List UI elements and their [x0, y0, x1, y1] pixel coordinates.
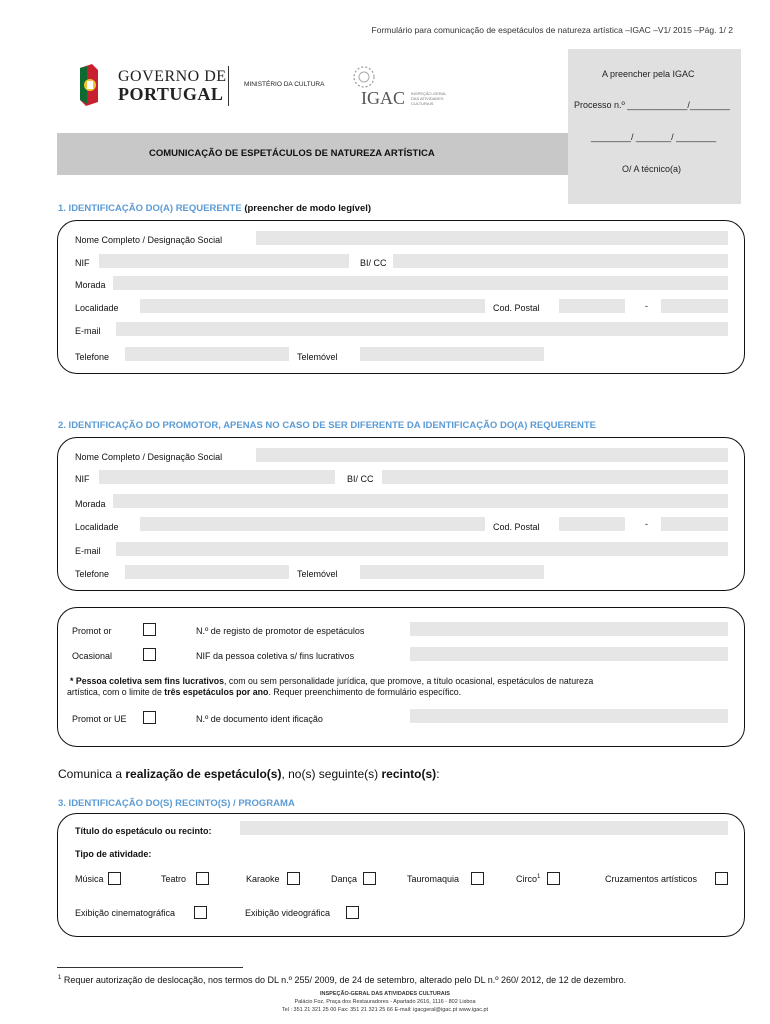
footer-line-2: Palácio Foz, Praça dos Restauradores - Apartado 2616, 1116 - 802 Lisboa — [294, 999, 476, 1005]
s1-morada-field[interactable] — [113, 276, 728, 290]
s1-bi-label: BI/ CC — [360, 258, 387, 268]
s2-nome-field[interactable] — [256, 448, 728, 462]
titulo-label: Título do espetáculo ou recinto: — [75, 826, 212, 836]
note-bold-2: três espetáculos por ano — [164, 687, 269, 697]
s1-morada-label: Morada — [75, 280, 106, 290]
s1-localidade-label: Localidade — [75, 303, 119, 313]
igac-tecnico: O/ A técnico(a) — [622, 164, 682, 174]
comunica-part-1: Comunica a — [58, 767, 126, 781]
s1-codpostal-field-1[interactable] — [559, 299, 625, 313]
cinema-label: Exibição cinematográfica — [75, 908, 176, 918]
nif-coletiva-field[interactable] — [410, 647, 728, 661]
promotor-ue-checkbox[interactable] — [143, 711, 156, 724]
comunica-part-4: recinto(s) — [381, 767, 437, 781]
governo-logo — [78, 64, 228, 108]
titulo-field[interactable] — [240, 821, 728, 835]
s2-email-field[interactable] — [116, 542, 728, 556]
s1-telemovel-label: Telemóvel — [297, 352, 338, 362]
danca-label: Dança — [331, 874, 358, 884]
s2-morada-field[interactable] — [113, 494, 728, 508]
s2-localidade-label: Localidade — [75, 522, 119, 532]
s1-codpostal-dash: - — [645, 301, 648, 311]
s1-telefone-label: Telefone — [75, 352, 110, 362]
logo-divider — [228, 66, 229, 106]
footnote-divider — [57, 967, 243, 968]
tauromaquia-label: Tauromaquia — [407, 874, 460, 884]
note-text-3: . Requer preenchimento de formulário específico. — [268, 687, 462, 697]
section-1-title: 1. IDENTIFICAÇÃO DO(A) REQUERENTE — [58, 203, 242, 214]
s2-telefone-label: Telefone — [75, 569, 110, 579]
note-text-2: artística, com o limite de — [67, 687, 165, 697]
circo-label — [516, 874, 540, 884]
form-title: COMUNICAÇÃO DE ESPETÁCULOS DE NATUREZA ARTÍSTICA — [149, 148, 435, 159]
s1-nome-field[interactable] — [256, 231, 728, 245]
s2-localidade-field[interactable] — [140, 517, 485, 531]
ocasional-checkbox[interactable] — [143, 648, 156, 661]
registo-field[interactable] — [410, 622, 728, 636]
tauromaquia-checkbox[interactable] — [471, 872, 484, 885]
s2-telefone-field[interactable] — [125, 565, 289, 579]
karaoke-checkbox[interactable] — [287, 872, 300, 885]
comunica-sentence — [58, 767, 440, 781]
s1-nif-label: NIF — [75, 258, 90, 268]
tipo-label: Tipo de atividade: — [75, 849, 152, 859]
governo-text-1: GOVERNO DE — [118, 68, 227, 85]
section-1-note: (preencher de modo legível) — [244, 203, 372, 214]
footnote-text: Requer autorização de deslocação, nos termos do DL n.º 255/ 2009, de 24 de setembro, alterado pelo DL n.º 260/ 2012, de 12 de dezembro. — [63, 975, 627, 985]
cinema-checkbox[interactable] — [194, 906, 207, 919]
s1-nif-field[interactable] — [99, 254, 349, 268]
s2-codpostal-dash: - — [645, 519, 648, 529]
igac-box-title: A preencher pela IGAC — [602, 69, 695, 79]
circo-checkbox[interactable] — [547, 872, 560, 885]
s1-codpostal-label: Cod. Postal — [493, 303, 540, 313]
ministerio-text: MINISTÉRIO DA CULTURA — [244, 81, 325, 88]
circo-text: Circo — [516, 874, 538, 884]
teatro-label: Teatro — [161, 874, 187, 884]
footer-line-3: Tel : 351 21 321 25 00 Fax: 351 21 321 25 66 E-mail: igacgeral@igac.pt www.igac.pt — [281, 1007, 489, 1013]
igac-logo — [347, 64, 457, 110]
s2-bi-label: BI/ CC — [347, 474, 374, 484]
s2-nif-field[interactable] — [99, 470, 335, 484]
cruzamentos-label: Cruzamentos artísticos — [605, 874, 698, 884]
documento-label: N.º de documento ident ificação — [196, 714, 323, 724]
s2-codpostal-label: Cod. Postal — [493, 522, 540, 532]
s2-bi-field[interactable] — [382, 470, 728, 484]
s1-nome-label: Nome Completo / Designação Social — [75, 235, 223, 245]
s1-email-field[interactable] — [116, 322, 728, 336]
s1-localidade-field[interactable] — [140, 299, 485, 313]
igac-date-line: ________/ _______/ ________ — [591, 132, 717, 142]
footer — [0, 990, 770, 1014]
registo-label: N.º de registo de promotor de espetáculos — [196, 626, 365, 636]
s2-telemovel-field[interactable] — [360, 565, 544, 579]
s1-telemovel-field[interactable] — [360, 347, 544, 361]
comunica-part-2: realização de espetáculo(s) — [125, 767, 282, 781]
comunica-part-5: : — [436, 767, 440, 781]
promotor-checkbox[interactable] — [143, 623, 156, 636]
s1-telefone-field[interactable] — [125, 347, 289, 361]
igac-text: IGAC — [361, 88, 405, 108]
footnote-mark: 1 — [58, 975, 62, 981]
s2-codpostal-field-2[interactable] — [661, 517, 728, 531]
section-2-heading: 2. IDENTIFICAÇÃO DO PROMOTOR, APENAS NO CASO DE SER DIFERENTE DA IDENTIFICAÇÃO DO(A) REQUERENTE — [58, 420, 597, 431]
promotor-label: Promot or — [72, 626, 112, 636]
comunica-part-3: , no(s) seguinte(s) — [281, 767, 382, 781]
danca-checkbox[interactable] — [363, 872, 376, 885]
ocasional-label: Ocasional — [72, 651, 113, 661]
s1-bi-field[interactable] — [393, 254, 728, 268]
section-1-heading — [58, 203, 371, 214]
musica-label: Música — [75, 874, 104, 884]
s1-email-label: E-mail — [75, 326, 101, 336]
footnote — [58, 975, 626, 985]
s2-telemovel-label: Telemóvel — [297, 569, 338, 579]
promotor-ue-label: Promot or UE — [72, 714, 127, 724]
video-label: Exibição videográfica — [245, 908, 331, 918]
musica-checkbox[interactable] — [108, 872, 121, 885]
igac-emblem-icon — [349, 64, 379, 90]
governo-text-2: PORTUGAL — [118, 84, 224, 104]
pessoa-coletiva-note — [67, 676, 727, 698]
circo-footnote-mark: 1 — [537, 874, 541, 880]
igac-processo: Processo n.º ____________/________ — [574, 100, 730, 110]
s2-codpostal-field-1[interactable] — [559, 517, 625, 531]
s2-nif-label: NIF — [75, 474, 90, 484]
igac-subtitle: INSPEÇÃO-GERAL DAS ATIVIDADES CULTURAIS — [411, 91, 447, 106]
video-checkbox[interactable] — [346, 906, 359, 919]
teatro-checkbox[interactable] — [196, 872, 209, 885]
s2-email-label: E-mail — [75, 546, 101, 556]
footer-line-1: INSPEÇÃO-GERAL DAS ATIVIDADES CULTURAIS — [320, 991, 450, 997]
note-bold-1: * Pessoa coletiva sem fins lucrativos — [70, 676, 225, 686]
page-header: Formulário para comunicação de espetáculos de natureza artística –IGAC –V1/ 2015 –Pág. 1/ 2 — [371, 25, 733, 35]
documento-field[interactable] — [410, 709, 728, 723]
nif-coletiva-label: NIF da pessoa coletiva s/ fins lucrativos — [196, 651, 355, 661]
section-3-heading: 3. IDENTIFICAÇÃO DO(S) RECINTO(S) / PROGRAMA — [58, 798, 295, 809]
s1-codpostal-field-2[interactable] — [661, 299, 728, 313]
cruzamentos-checkbox[interactable] — [715, 872, 728, 885]
s2-nome-label: Nome Completo / Designação Social — [75, 452, 223, 462]
note-text-1: , com ou sem personalidade jurídica, que promove, a título ocasional, espetáculos de natureza — [224, 676, 594, 686]
portugal-shield-icon — [78, 64, 100, 106]
s2-morada-label: Morada — [75, 499, 106, 509]
karaoke-label: Karaoke — [246, 874, 280, 884]
